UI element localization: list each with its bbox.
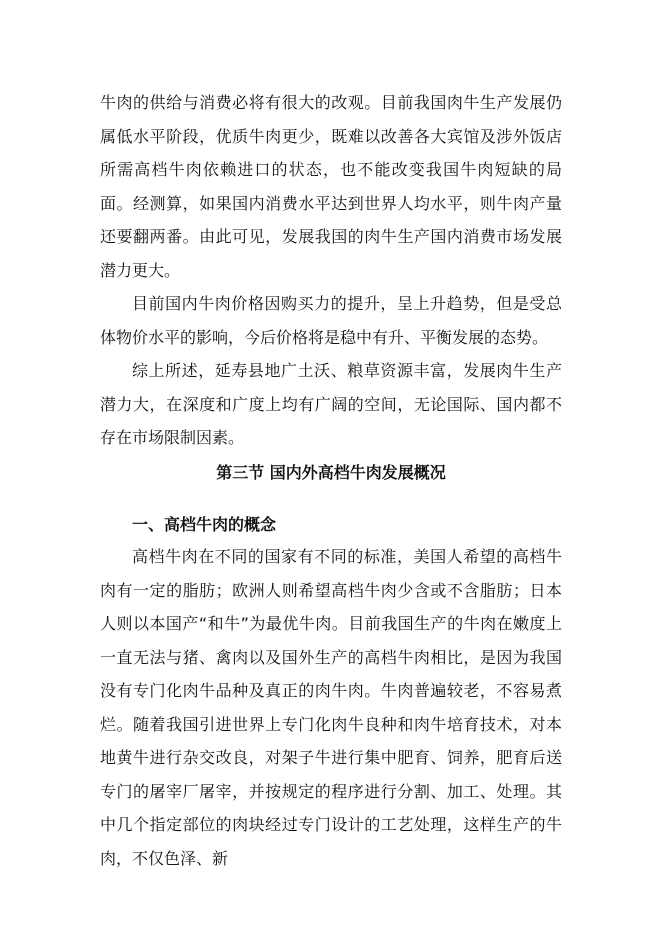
paragraph-consumption-outlook: 牛肉的供给与消费必将有很大的改观。目前我国肉牛生产发展仍属低水平阶段，优质牛肉更少，既难以改善各大宾馆及涉外饭店所需高档牛肉依赖进口的状态，也不能改变我国牛肉短缺的局面。经测算，如果国内消费水平达到世界人均水平，则牛肉产量还要翻两番。由此可见，发展我国的肉牛生产国内消费市场发展潜力更大。: [100, 93, 562, 280]
paragraph-summary: 综上所述，延寿县地广土沃、粮草资源丰富，发展肉牛生产潜力大，在深度和广度上均有广阔的空间，无论国际、国内都不存在市场限制因素。: [100, 361, 562, 447]
body-text-bottom: [100, 540, 562, 875]
body-text-top: [100, 86, 562, 455]
paragraph-price-trend: 目前国内牛肉价格因购买力的提升，呈上升趋势，但是受总体物价水平的影响，今后价格将是稳中有升、平衡发展的态势。: [100, 294, 562, 347]
sub-heading: 一、高档牛肉的概念: [132, 515, 277, 534]
paragraph-premium-beef-concept: 高档牛肉在不同的国家有不同的标准，美国人希望的高档牛肉有一定的脂肪；欧洲人则希望高档牛肉少含或不含脂肪；日本人则以本国产“和牛”为最优牛肉。目前我国生产的牛肉在嫩度上一直无法与猪、禽肉以及国外生产的高档牛肉相比，是因为我国没有专门化肉牛品种及真正的肉牛肉。牛肉普遍较老，不容易煮烂。随着我国引进世界上专门化肉牛良种和肉牛培育技术，对本地黄牛进行杂交改良，对架子牛进行集中肥育、饲养，肥育后送专门的屠宰厂屠宰，并按规定的程序进行分割、加工、处理。其中几个指定部位的肉块经过专门设计的工艺处理，这样生产的牛肉，不仅色泽、新: [100, 547, 562, 868]
section-title: 第三节 国内外高档牛肉发展概况: [216, 463, 446, 482]
